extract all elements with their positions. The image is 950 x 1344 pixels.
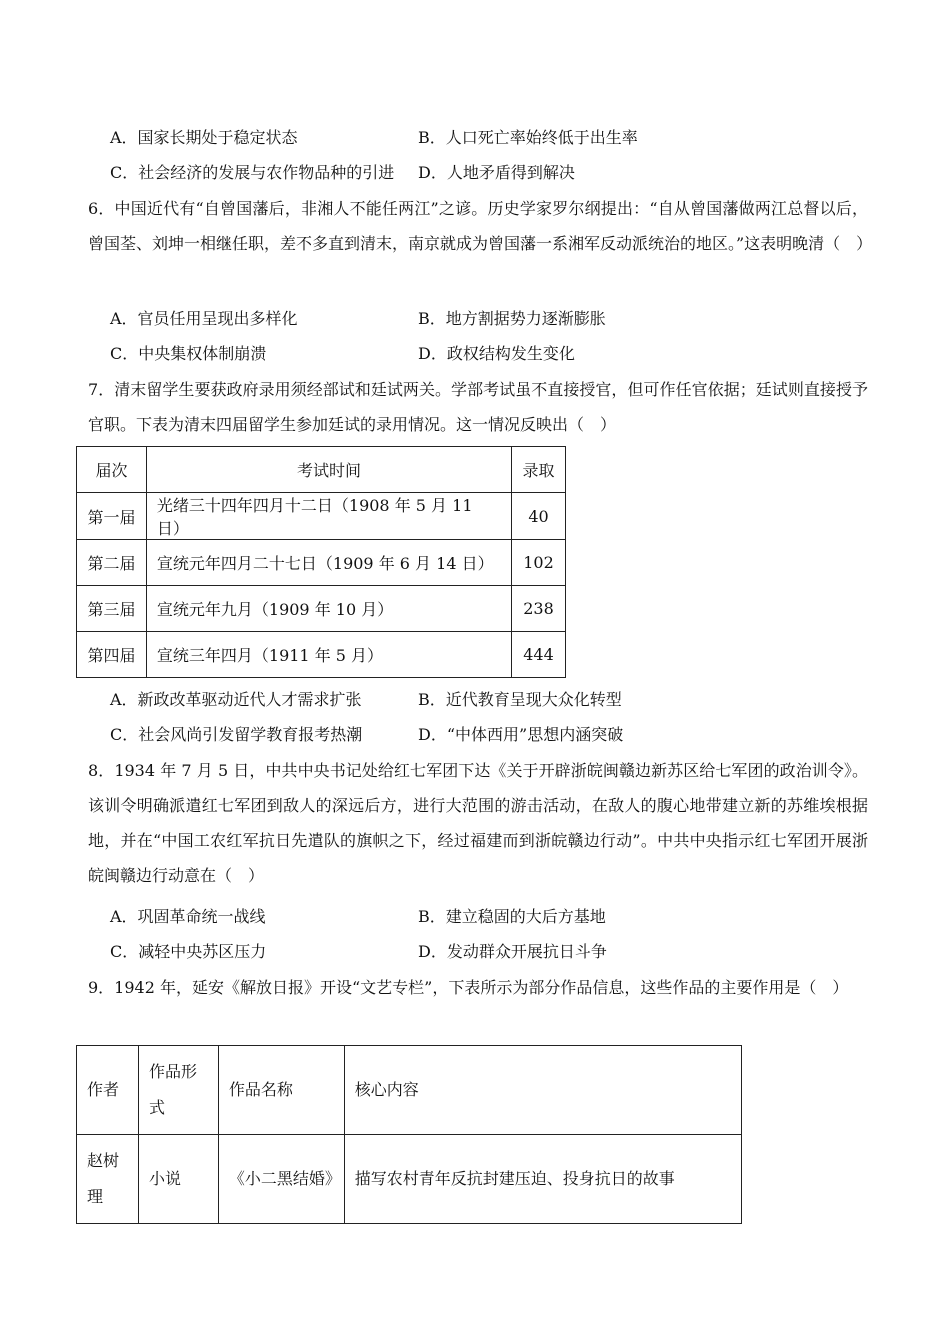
table-cell: 宣统元年九月（1909 年 10 月） <box>146 586 511 632</box>
table-row <box>77 632 566 678</box>
q7-header-date: 考试时间 <box>146 447 511 493</box>
q9-header-form: 作品形式 <box>138 1046 218 1135</box>
table-cell: 102 <box>512 540 566 586</box>
q7-option-d[interactable]: D．“中体西用”思想内涵突破 <box>418 725 624 744</box>
table-cell: 238 <box>512 586 566 632</box>
q5-option-c[interactable]: C．社会经济的发展与农作物品种的引进 <box>110 163 395 182</box>
table-cell: 小说 <box>138 1135 218 1224</box>
q8-option-b[interactable]: B．建立稳固的大后方基地 <box>418 907 606 926</box>
table-cell: 40 <box>512 493 566 540</box>
q8-stem: 8．1934 年 7 月 5 日，中共中央书记处给红七军团下达《关于开辟浙皖闽赣边新苏区给七军团的政治训令》。该训令明确派遣红七军团到敌人的深远后方，进行大范围的游击活动，在敌人的腹心地带建立新的苏维埃根据地，并在“中国工农红军抗日先遣队的旗帜之下，经过福建而到浙皖赣边行动”。中共中央指示红七军团开展浙皖闽赣边行动意在（ ） <box>88 761 868 885</box>
q9-stem: 9．1942 年，延安《解放日报》开设“文艺专栏”，下表所示为部分作品信息，这些作品的主要作用是（ ） <box>88 978 849 997</box>
q5-option-a[interactable]: A．国家长期处于稳定状态 <box>110 128 298 147</box>
q8-option-a[interactable]: A．巩固革命统一战线 <box>110 907 266 926</box>
table-cell: 第四届 <box>77 632 147 678</box>
q5-options-row-1 <box>110 126 638 150</box>
q8-option-d[interactable]: D．发动群众开展抗日斗争 <box>418 942 607 961</box>
table-cell: 宣统三年四月（1911 年 5 月） <box>146 632 511 678</box>
q7-table <box>76 446 566 678</box>
table-cell: 宣统元年四月二十七日（1909 年 6 月 14 日） <box>146 540 511 586</box>
table-cell: 第二届 <box>77 540 147 586</box>
q8-options-row-1 <box>110 905 606 929</box>
q9-table <box>76 1045 742 1224</box>
table-cell: 描写农村青年反抗封建压迫、投身抗日的故事 <box>344 1135 741 1224</box>
q5-option-b[interactable]: B．人口死亡率始终低于出生率 <box>418 128 638 147</box>
table-header-row <box>77 1046 742 1135</box>
q7-options-row-2 <box>110 723 624 747</box>
q6-option-c[interactable]: C．中央集权体制崩溃 <box>110 344 267 363</box>
table-row <box>77 493 566 540</box>
q7-header-session: 届次 <box>77 447 147 493</box>
q7-options-row-1 <box>110 688 622 712</box>
table-cell: 444 <box>512 632 566 678</box>
q7-option-b[interactable]: B．近代教育呈现大众化转型 <box>418 690 622 709</box>
q6-options-row-2 <box>110 342 575 366</box>
table-row <box>77 540 566 586</box>
q7-option-c[interactable]: C．社会风尚引发留学教育报考热潮 <box>110 725 363 744</box>
table-row <box>77 1135 742 1224</box>
q6-option-a[interactable]: A．官员任用呈现出多样化 <box>110 309 298 328</box>
q8-option-c[interactable]: C．减轻中央苏区压力 <box>110 942 267 961</box>
q9-header-title: 作品名称 <box>218 1046 344 1135</box>
q8-options-row-2 <box>110 940 607 964</box>
table-cell: 第三届 <box>77 586 147 632</box>
q7-option-a[interactable]: A．新政改革驱动近代人才需求扩张 <box>110 690 362 709</box>
table-cell: 第一届 <box>77 493 147 540</box>
table-cell: 赵树理 <box>77 1135 139 1224</box>
q6-stem: 6．中国近代有“自曾国藩后，非湘人不能任两江”之谚。历史学家罗尔纲提出：“自从曾国藩做两江总督以后，曾国荃、刘坤一相继任职，差不多直到清末，南京就成为曾国藩一系湘军反动派统治的地区。”这表明晚清（ ） <box>88 199 873 253</box>
table-cell: 光绪三十四年四月十二日（1908 年 5 月 11 日） <box>146 493 511 540</box>
table-row <box>77 586 566 632</box>
q6-option-b[interactable]: B．地方割据势力逐渐膨胀 <box>418 309 606 328</box>
table-cell: 《小二黑结婚》 <box>218 1135 344 1224</box>
q6-option-d[interactable]: D．政权结构发生变化 <box>418 344 575 363</box>
q5-option-d[interactable]: D．人地矛盾得到解决 <box>418 163 575 182</box>
q6-options-row-1 <box>110 307 606 331</box>
q5-options-row-2 <box>110 161 575 185</box>
q7-header-admitted: 录取 <box>512 447 566 493</box>
q7-stem: 7．清末留学生要获政府录用须经部试和廷试两关。学部考试虽不直接授官，但可作任官依据；廷试则直接授予官职。下表为清末四届留学生参加廷试的录用情况。这一情况反映出（ ） <box>88 380 868 434</box>
q9-header-content: 核心内容 <box>344 1046 741 1135</box>
table-header-row <box>77 447 566 493</box>
q9-header-author: 作者 <box>77 1046 139 1135</box>
